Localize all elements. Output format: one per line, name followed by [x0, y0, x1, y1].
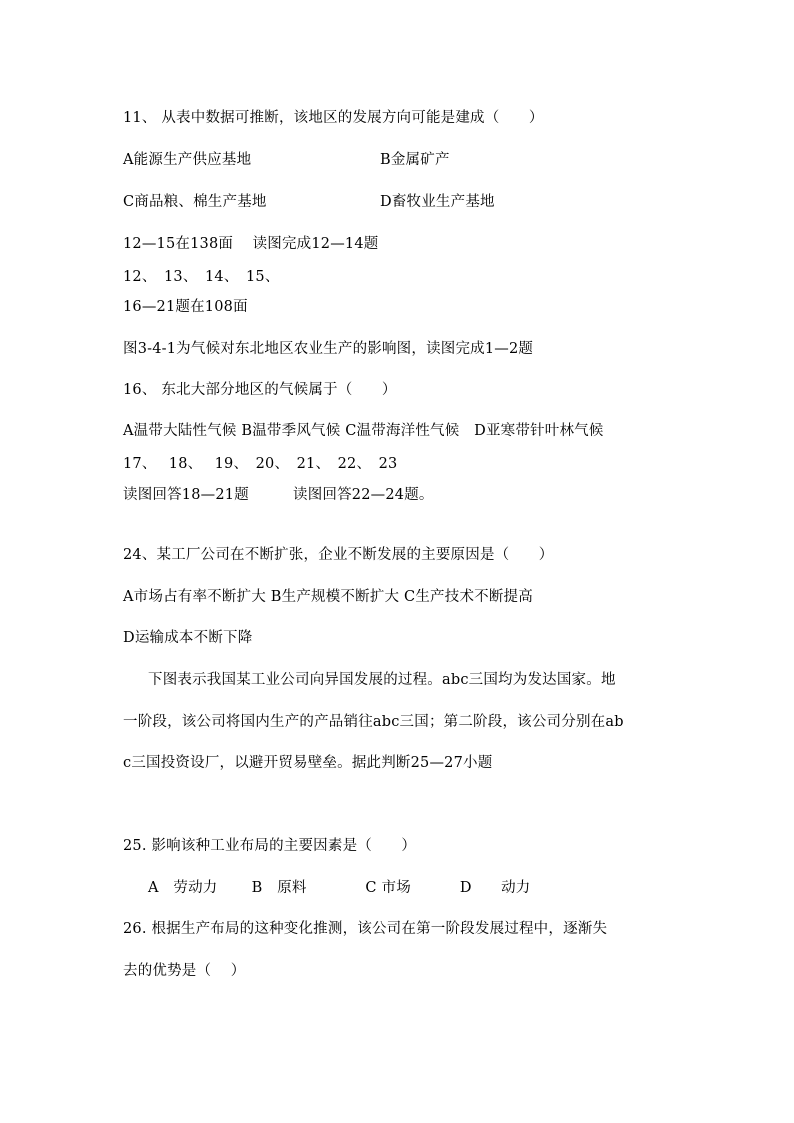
note-question-numbers-17-23: 17、 18、 19、 20、 21、 22、 23: [123, 456, 398, 472]
note-read-figure: 读图回答18—21题 读图回答22—24题。: [123, 487, 434, 503]
passage-line1: 下图表示我国某工业公司向异国发展的过程。abc三国均为发达国家。地: [148, 672, 616, 688]
q11-stem: 11、 从表中数据可推断，该地区的发展方向可能是建成（ ）: [123, 110, 544, 126]
note-question-numbers-12-15: 12、 13、 14、 15、: [123, 269, 280, 285]
note-page-108: 16—21题在108面: [123, 299, 248, 315]
q11-option-d: D畜牧业生产基地: [380, 194, 495, 210]
q26-stem-line2: 去的优势是（ ）: [123, 963, 246, 979]
passage-line2: 一阶段，该公司将国内生产的产品销往abc三国；第二阶段，该公司分别在ab: [123, 714, 624, 730]
q11-option-c: C商品粮、棉生产基地: [123, 194, 267, 210]
q25-stem: 25. 影响该种工业布局的主要因素是（ ）: [123, 838, 417, 854]
passage-line3: c三国投资设厂，以避开贸易壁垒。据此判断25—27小题: [123, 755, 493, 771]
note-figure-3-4-1: 图3-4-1为气候对东北地区农业生产的影响图，读图完成1—2题: [123, 341, 534, 357]
q16-options: A温带大陆性气候 B温带季风气候 C温带海洋性气候 D亚寒带针叶林气候: [123, 423, 604, 439]
q24-options-line1: A市场占有率不断扩大 B生产规模不断扩大 C生产技术不断提高: [123, 589, 533, 605]
q25-options: A 劳动力 B 原料 C 市场 D 动力: [148, 880, 531, 896]
q11-option-b: B金属矿产: [380, 152, 450, 168]
q11-option-a: A能源生产供应基地: [123, 152, 252, 168]
note-page-138: 12—15在138面 读图完成12—14题: [123, 236, 379, 252]
q24-options-line2: D运输成本不断下降: [123, 630, 253, 646]
q16-stem: 16、 东北大部分地区的气候属于（ ）: [123, 382, 397, 398]
q24-stem: 24、某工厂公司在不断扩张，企业不断发展的主要原因是（ ）: [123, 547, 554, 563]
q26-stem-line1: 26. 根据生产布局的这种变化推测，该公司在第一阶段发展过程中，逐渐失: [123, 921, 608, 937]
